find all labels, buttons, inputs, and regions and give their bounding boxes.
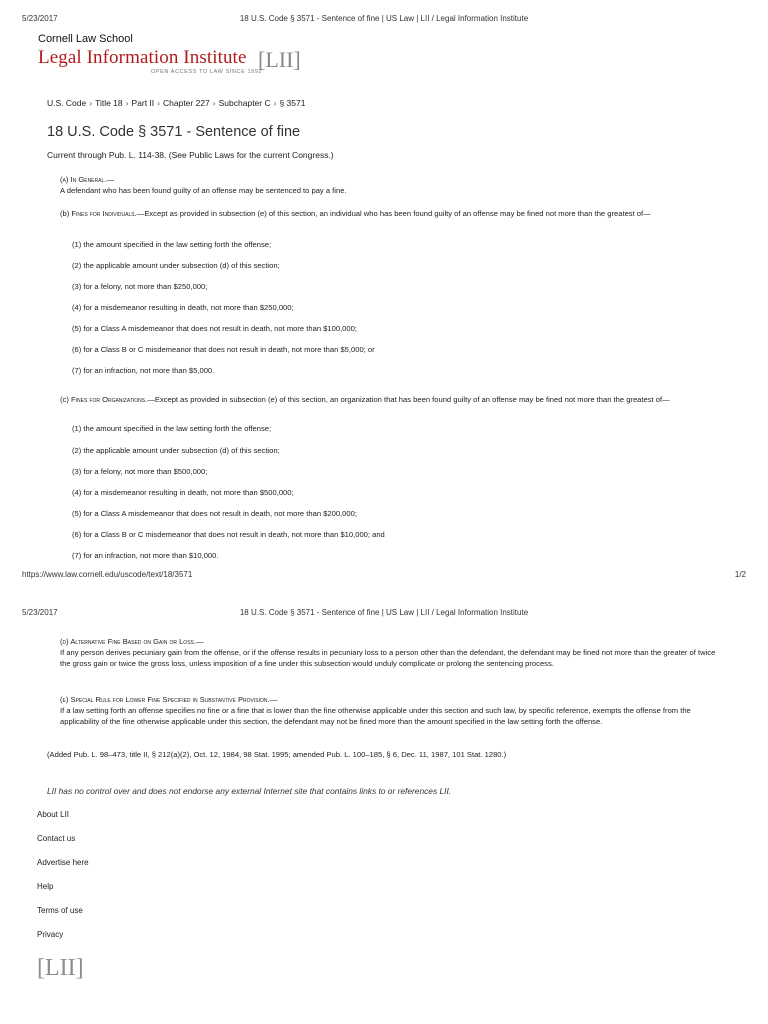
- subsection-a-heading: (a) In General.—: [60, 175, 114, 184]
- breadcrumb-section: § 3571: [279, 98, 306, 108]
- breadcrumb-us-code[interactable]: U.S. Code: [47, 98, 87, 108]
- subsection-c-item: (3) for a felony, not more than $500,000;: [72, 467, 208, 476]
- credits-note: (Added Pub. L. 98–473, title II, § 212(a)(2), Oct. 12, 1984, 98 Stat. 1995; amended Pub. L. 100–185, § 6, Dec. 11, 1987, 101 Stat. 1280.): [47, 750, 507, 759]
- breadcrumb-title[interactable]: Title 18: [95, 98, 123, 108]
- site-name[interactable]: Legal Information Institute: [38, 47, 247, 68]
- subsection-c-item: (5) for a Class A misdemeanor that does not result in death, not more than $200,000;: [72, 509, 357, 518]
- subsection-b-item: (1) the amount specified in the law setting forth the offense;: [72, 240, 272, 249]
- breadcrumb-separator: ›: [125, 98, 129, 108]
- print-title: 18 U.S. Code § 3571 - Sentence of fine | US Law | LII / Legal Information Institute: [239, 14, 529, 23]
- subsection-e-text: If a law setting forth an offense specifies no fine or a fine that is lower than the fine otherwise applicable under this section and such law, by specific reference, exempts the offense from the applicability of the fine otherwise applicable under this section, the defendant may not be fined more than the amount specified in the law setting forth the offense.: [60, 706, 691, 726]
- footer-link-terms[interactable]: Terms of use: [37, 906, 83, 915]
- subsection-b-item: (6) for a Class B or C misdemeanor that does not result in death, not more than $5,000; or: [72, 345, 375, 354]
- footer-lii-logo[interactable]: [LII]: [37, 955, 84, 981]
- footer-link-help[interactable]: Help: [37, 882, 54, 891]
- subsection-b: [60, 208, 718, 219]
- breadcrumb-separator: ›: [212, 98, 216, 108]
- breadcrumb-subchapter[interactable]: Subchapter C: [218, 98, 271, 108]
- currency-note: Current through Pub. L. 114-38. (See Public Laws for the current Congress.): [47, 150, 334, 160]
- footer-link-about[interactable]: About LII: [37, 810, 70, 819]
- subsection-b-item: (4) for a misdemeanor resulting in death, not more than $250,000;: [72, 303, 294, 312]
- print-title: 18 U.S. Code § 3571 - Sentence of fine | US Law | LII / Legal Information Institute: [239, 608, 529, 617]
- page-title: 18 U.S. Code § 3571 - Sentence of fine: [47, 124, 301, 140]
- subsection-b-heading: Fines for Individuals.: [71, 209, 137, 218]
- subsection-d-text: If any person derives pecuniary gain from the offense, or if the offense results in pecuniary loss to a person other than the defendant, the defendant may be fined not more than the greater of twice the gross gain or twice the gross loss, unless imposition of a fine under this subsection would unduly complicate or prolong the sentencing process.: [60, 648, 716, 668]
- breadcrumb-separator: ›: [273, 98, 277, 108]
- breadcrumb-part[interactable]: Part II: [131, 98, 155, 108]
- subsection-b-text: —Except as provided in subsection (e) of this section, an individual who has been found guilty of an offense may be fined not more than the greatest of—: [136, 209, 651, 218]
- subsection-b-item: (5) for a Class A misdemeanor that does not result in death, not more than $100,000;: [72, 324, 357, 333]
- subsection-b-item: (7) for an infraction, not more than $5,000.: [72, 366, 215, 375]
- lii-logo[interactable]: [LII]: [258, 47, 301, 72]
- footer-link-advertise[interactable]: Advertise here: [37, 858, 89, 867]
- print-page-number: 1/2: [734, 570, 746, 579]
- subsection-c-item: (6) for a Class B or C misdemeanor that does not result in death, not more than $10,000; and: [72, 530, 385, 539]
- subsection-e-heading: (e) Special Rule for Lower Fine Specified in Substantive Provision.—: [60, 695, 278, 704]
- breadcrumb-separator: ›: [89, 98, 93, 108]
- print-url: https://www.law.cornell.edu/uscode/text/18/3571: [22, 570, 193, 579]
- subsection-c-item: (1) the amount specified in the law setting forth the offense;: [72, 424, 272, 433]
- subsection-c-item: (4) for a misdemeanor resulting in death, not more than $500,000;: [72, 488, 294, 497]
- print-date: 5/23/2017: [22, 608, 58, 617]
- subsection-c-prefix: (c): [60, 395, 69, 404]
- school-name: Cornell Law School: [38, 33, 133, 45]
- breadcrumb-separator: ›: [157, 98, 160, 108]
- breadcrumb: [47, 98, 305, 108]
- subsection-a-text: A defendant who has been found guilty of an offense may be sentenced to pay a fine.: [60, 186, 347, 195]
- site-tagline: OPEN ACCESS TO LAW SINCE 1992: [151, 69, 263, 75]
- footer-link-privacy[interactable]: Privacy: [37, 930, 64, 939]
- subsection-c-heading: Fines for Organizations.: [70, 395, 148, 404]
- disclaimer: LII has no control over and does not endorse any external Internet site that contains links to or references LII.: [47, 786, 452, 796]
- subsection-d-heading: (d) Alternative Fine Based on Gain or Loss.—: [60, 637, 204, 646]
- subsection-b-item: (2) the applicable amount under subsection (d) of this section;: [72, 261, 280, 270]
- subsection-c-item: (2) the applicable amount under subsection (d) of this section;: [72, 446, 280, 455]
- print-date: 5/23/2017: [22, 14, 58, 23]
- subsection-b-prefix: (b): [60, 209, 70, 218]
- subsection-c: [60, 394, 718, 405]
- subsection-c-item: (7) for an infraction, not more than $10,000.: [72, 551, 219, 560]
- footer-link-contact[interactable]: Contact us: [37, 834, 76, 843]
- breadcrumb-chapter[interactable]: Chapter 227: [163, 98, 210, 108]
- subsection-c-text: —Except as provided in subsection (e) of this section, an organization that has been found guilty of an offense may be fined not more than the greatest of—: [147, 395, 670, 404]
- subsection-b-item: (3) for a felony, not more than $250,000;: [72, 282, 208, 291]
